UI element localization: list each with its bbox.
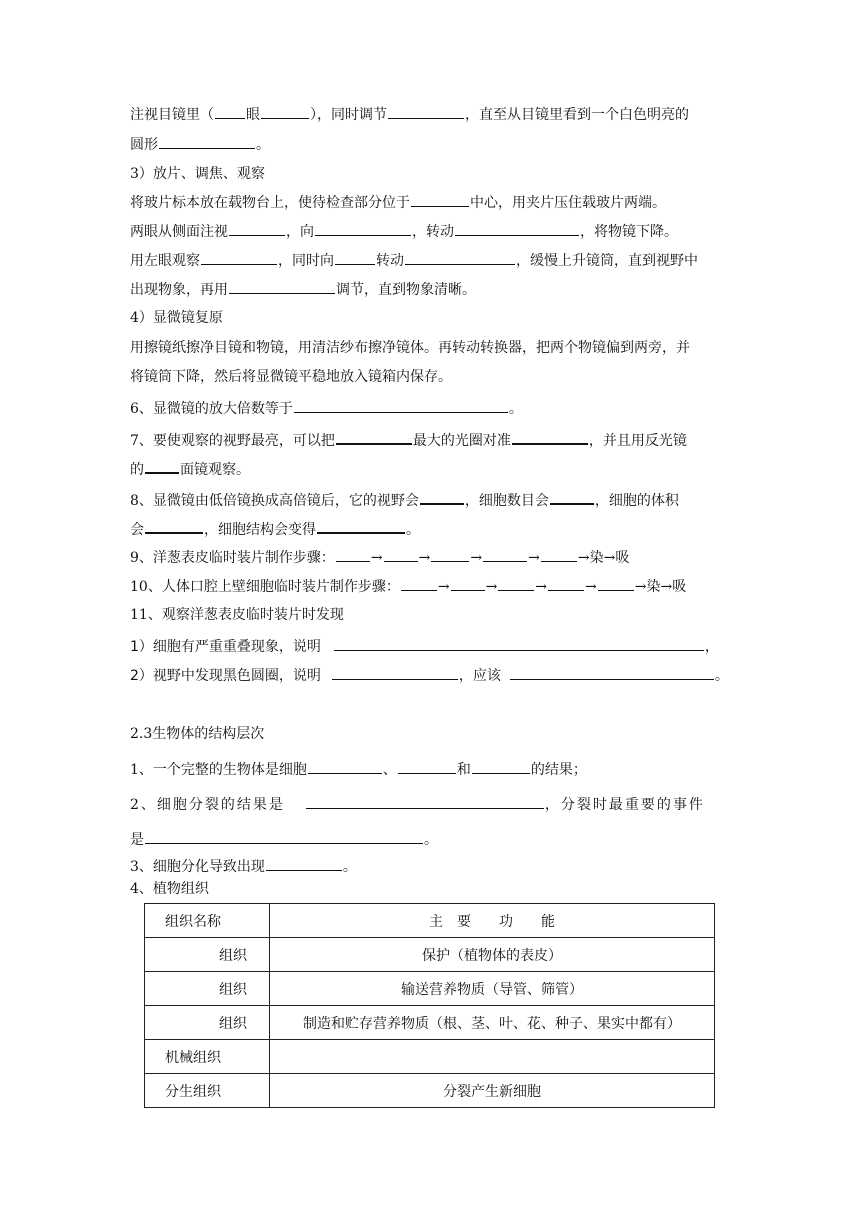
table-cell[interactable]: 组织	[145, 972, 270, 1006]
table-cell: 分生组织	[145, 1074, 270, 1108]
blank[interactable]	[261, 103, 309, 119]
blank[interactable]	[398, 758, 456, 774]
blank[interactable]	[451, 575, 485, 591]
table-row	[145, 938, 715, 972]
table-row	[145, 972, 715, 1006]
blank[interactable]	[548, 575, 584, 591]
question-3: 3、细胞分化导致出现 。	[130, 855, 728, 877]
blank[interactable]	[483, 546, 527, 562]
text-line: 用左眼观察 ，同时向 转动 ，缓慢上升镜筒，直到视野中	[130, 249, 728, 271]
section-title: 2.3生物体的结构层次	[130, 726, 265, 742]
blank[interactable]	[215, 103, 245, 119]
question-10: 10、人体口腔上壁细胞临时装片制作步骤： → → → → →染→吸	[130, 575, 728, 597]
text-line: 出现物象，再用 调节，直到物象清晰。	[130, 278, 728, 300]
blank[interactable]	[411, 191, 469, 207]
table-cell[interactable]: 组织	[145, 938, 270, 972]
blank[interactable]	[315, 220, 411, 236]
blank[interactable]	[294, 397, 508, 413]
blank[interactable]	[229, 220, 285, 236]
text-line: 将玻片标本放在载物台上，使待检查部分位于 中心，用夹片压住载玻片两端。	[130, 191, 728, 213]
blank[interactable]	[401, 575, 437, 591]
blank[interactable]	[336, 428, 412, 445]
table-row	[145, 1040, 715, 1074]
blank[interactable]	[550, 488, 594, 505]
text-line: 注视目镜里（ 眼 ），同时调节 ，直至从目镜里看到一个白色明亮的	[130, 103, 728, 125]
blank[interactable]	[159, 133, 255, 149]
question-11-1: 1）细胞有严重重叠现象，说明 ，	[130, 635, 728, 657]
blank[interactable]	[145, 828, 423, 844]
table-cell: 保护（植物体的表皮）	[270, 938, 715, 972]
blank[interactable]	[308, 758, 382, 774]
blank[interactable]	[306, 793, 544, 809]
blank[interactable]	[229, 278, 335, 294]
blank[interactable]	[334, 635, 704, 651]
text-line: 用擦镜纸擦净目镜和物镜，用清洁纱布擦净镜体。再转动转换器，把两个物镜偏到两旁，并	[130, 340, 690, 356]
table-cell: 机械组织	[145, 1040, 270, 1074]
table-row	[145, 1006, 715, 1040]
blank[interactable]	[431, 546, 469, 562]
table-header-cell: 主 要 功 能	[270, 904, 715, 938]
blank[interactable]	[510, 664, 714, 680]
plant-tissue-table	[144, 903, 715, 1108]
blank[interactable]	[472, 758, 530, 774]
blank[interactable]	[541, 546, 577, 562]
blank[interactable]	[405, 249, 515, 265]
question-7-cont: 的 面镜观察。	[130, 457, 728, 479]
table-header-row	[145, 904, 715, 938]
table-row	[145, 1074, 715, 1108]
text-line: 圆形 。	[130, 133, 728, 155]
blank[interactable]	[266, 855, 342, 871]
blank[interactable]	[512, 428, 588, 445]
blank[interactable]	[455, 220, 579, 236]
blank[interactable]	[335, 249, 375, 265]
text-line: 两眼从侧面注视 ，向 ，转动 ，将物镜下降。	[130, 220, 728, 242]
blank[interactable]	[388, 103, 464, 119]
blank[interactable]	[598, 575, 634, 591]
question-11: 11、观察洋葱表皮临时装片时发现	[130, 607, 344, 623]
question-11-2: 2）视野中发现黑色圆圈，说明 ，应该 。	[130, 664, 728, 686]
step-heading: 3）放片、调焦、观察	[130, 166, 265, 182]
blank[interactable]	[336, 546, 370, 562]
question-2-cont: 是 。	[130, 828, 728, 850]
table-cell: 制造和贮存营养物质（根、茎、叶、花、种子、果实中都有）	[270, 1006, 715, 1040]
blank[interactable]	[420, 488, 464, 505]
question-2: 2、细胞分裂的结果是 ，分裂时最重要的事件	[130, 793, 728, 815]
blank[interactable]	[317, 517, 405, 534]
blank[interactable]	[498, 575, 534, 591]
table-header-cell: 组织名称	[145, 904, 270, 938]
question-8-cont: 会 ，细胞结构会变得 。	[130, 517, 728, 539]
blank[interactable]	[145, 457, 179, 474]
question-7: 7、要使观察的视野最亮，可以把 最大的光圈对准 ，并且用反光镜	[130, 428, 728, 450]
table-cell[interactable]	[270, 1040, 715, 1074]
question-1: 1、一个完整的生物体是细胞 、 和 的结果；	[130, 758, 728, 780]
blank[interactable]	[201, 249, 277, 265]
text-line: 将镜筒下降，然后将显微镜平稳地放入镜箱内保存。	[130, 369, 452, 385]
question-8: 8、显微镜由低倍镜换成高倍镜后，它的视野会 ，细胞数目会 ，细胞的体积	[130, 488, 728, 510]
question-4: 4、植物组织	[130, 881, 209, 897]
table-cell: 输送营养物质（导管、筛管）	[270, 972, 715, 1006]
blank[interactable]	[332, 664, 458, 680]
table-cell[interactable]: 组织	[145, 1006, 270, 1040]
blank[interactable]	[384, 546, 418, 562]
question-9: 9、洋葱表皮临时装片制作步骤： → → → → →染→吸	[130, 546, 728, 568]
step-heading: 4）显微镜复原	[130, 310, 223, 326]
table-cell: 分裂产生新细胞	[270, 1074, 715, 1108]
blank[interactable]	[145, 517, 203, 534]
question-6: 6、显微镜的放大倍数等于 。	[130, 397, 728, 419]
